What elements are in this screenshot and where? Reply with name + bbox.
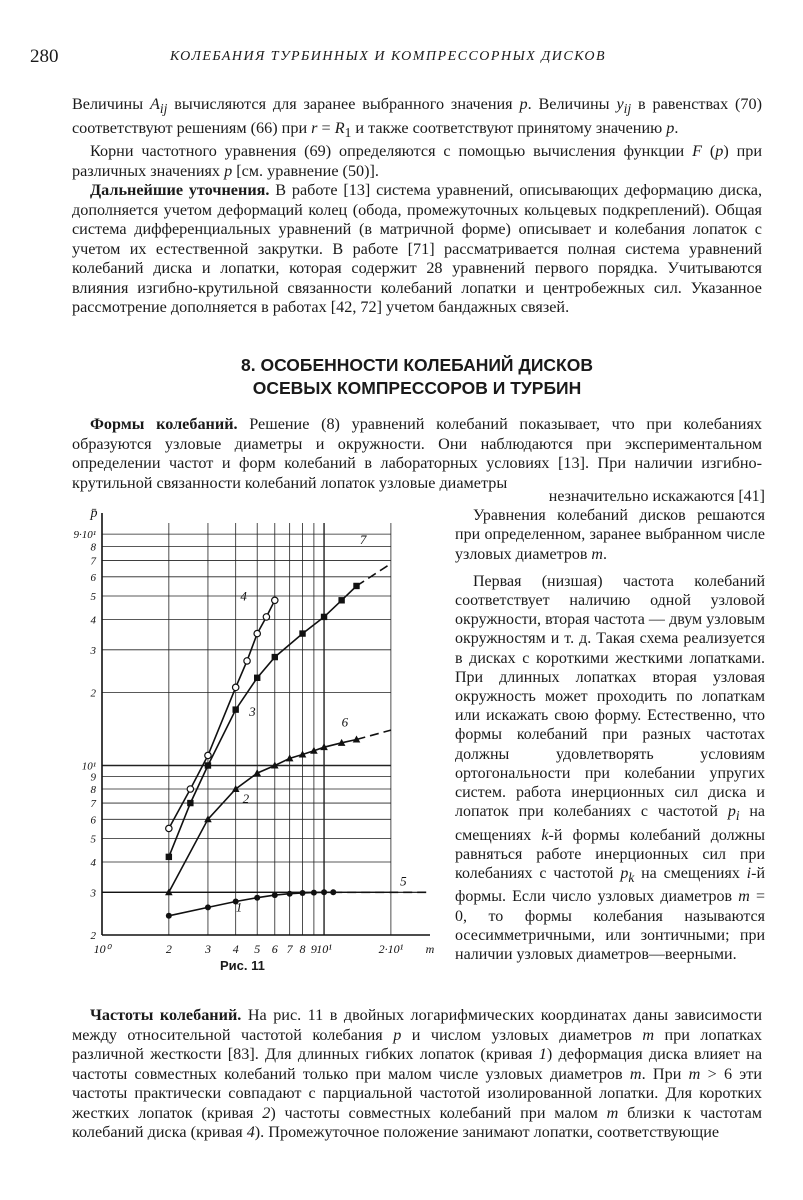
y-tick-label: 6 [90, 814, 96, 827]
col-p1: незначительно искажаются [41] [548, 488, 765, 505]
curve-label-7: 7 [359, 531, 367, 547]
series-line-3 [169, 586, 357, 857]
curve-label-6: 6 [341, 714, 349, 730]
curve-label-3: 3 [249, 704, 256, 720]
point-1 [321, 889, 327, 895]
x-tick-label: 6 [271, 942, 278, 956]
series-line-1 [169, 892, 333, 916]
running-head: КОЛЕБАНИЯ ТУРБИННЫХ И КОМПРЕССОРНЫХ ДИСКОВ [170, 49, 607, 64]
point-1 [254, 895, 260, 901]
col-p3: Первая (низшая) частота колебаний соответствует наличию одной узловой окружности, вторая частота — двум узловым окружностям и т. д. Такая схема реализуется в дисках с короткими жесткими лопатками. При длинных лопатках вторая узловая окружность может проходить по лопаткам или искажать свою форму. Естественно, что формы колебаний при разных частотах должны удовлетворять условиям ортогональности при колебании упругих систем. работа инерционных сил диска и лопаток при колебаниях с частотой $p_i$ на смещениях k-й формы колебаний должны равняться работе инерционных сил при колебаниях с частотой $p_k$ на смещениях i-й формы. Если число узловых диаметров m = 0, то формы колебания называются осесимметричными, или зонтичными; при наличии узловых диаметров—веерными. [455, 572, 766, 964]
y-tick-label: 4 [90, 857, 96, 870]
point-1 [166, 913, 172, 919]
series-line-2 [169, 740, 357, 893]
y-tick-label: 2 [90, 930, 96, 942]
curve-label-4: 4 [240, 588, 247, 604]
series-line-7 [357, 564, 391, 586]
body-text-top [72, 95, 762, 318]
y-tick-label: 10¹ [81, 760, 96, 773]
y-tick-label: 5 [90, 833, 96, 846]
x-tick-label: 10¹ [316, 942, 332, 956]
point-3 [321, 614, 327, 620]
figure-11-chart [40, 505, 440, 975]
y-tick-label: 3 [90, 887, 96, 900]
y-axis-label: p̄ [90, 506, 98, 521]
paragraph-frequencies: Частоты колебаний. На рис. 11 в двойных логарифмических координатах даны зависимости между относительной частотой колебания p и числом узловых диаметров m при лопатках различной жесткости [83]. Для длинных гибких лопаток (кривая 1) деформация диска влияет на частоты совместных колебаний только при малом числе узловых диаметров m. При m > 6 эти частоты практически совпадают с парциальной частотой изолированной лопатки. Для коротких жестких лопаток (кривая 2) частоты совместных колебаний при малом m близки к частотам колебаний диска (кривая 4). Промежуточное положение занимают лопатки, соответствующие [72, 1006, 763, 1141]
y-tick-label: 4 [90, 614, 96, 627]
curve-label-5: 5 [400, 873, 407, 889]
point-4 [205, 752, 211, 758]
y-tick-label: 2 [90, 687, 96, 700]
y-tick-label: 7 [90, 798, 96, 811]
paragraph-forms: Формы колебаний. Решение (8) уравнений колебаний показывает, что при колебаниях образуются узловые диаметры и окружности. Они наблюдаются при экспериментальном определении частот и форм колебаний в лабораторных условиях [13]. При наличии изгибно-крутильной связанности колебаний лопаток узловые диаметры [72, 415, 762, 492]
x-tick-label: 10⁰ [93, 942, 111, 956]
y-tick-label: 5 [90, 590, 96, 603]
side-column [455, 487, 765, 964]
paragraph-values: Величины $A_{ij}$ вычисляются для заранее выбранного значения p. Величины $y_{ij}$ в равенствах (70) соответствуют решениям (66) при $r = R_1$ и также соответствуют принятому значению p. [72, 95, 762, 140]
x-tick-label: 8 [299, 942, 306, 956]
paragraph-roots: Корни частотного уравнения (69) определяются с помощью вычисления функции F (p) при различных значениях p [см. уравнение (50)]. [72, 142, 763, 180]
curve-label-1: 1 [235, 899, 243, 915]
section-heading: 8. ОСОБЕННОСТИ КОЛЕБАНИЙ ДИСКОВ ОСЕВЫХ КОМПРЕССОРОВ И ТУРБИН [241, 355, 593, 398]
point-3 [232, 706, 238, 712]
x-tick-label: 7 [286, 942, 293, 956]
x-tick-label: 4 [232, 942, 239, 956]
point-4 [272, 597, 278, 603]
x-tick-label: m [425, 942, 435, 956]
page-header [30, 46, 773, 72]
series-line-6 [357, 730, 391, 739]
point-4 [244, 658, 250, 664]
figure-caption: Рис. 11 [220, 958, 265, 973]
x-tick-label: 5 [254, 942, 261, 956]
y-tick-label: 8 [90, 784, 96, 797]
x-tick-label: 2·10¹ [378, 942, 404, 956]
point-4 [263, 614, 269, 620]
point-3 [338, 597, 344, 603]
y-tick-label: 8 [90, 541, 96, 554]
y-tick-label: 9 [90, 771, 96, 784]
point-3 [272, 654, 278, 660]
x-tick-label: 9 [310, 942, 317, 956]
y-tick-label: 3 [90, 644, 96, 657]
point-3 [166, 854, 172, 860]
point-1 [205, 904, 211, 910]
point-3 [205, 762, 211, 768]
point-1 [311, 890, 317, 896]
paragraph-refinements: Дальнейшие уточнения. В работе [13] система уравнений, описывающих деформацию диска, дополняется учетом деформаций колец (обода, промежуточных кольцевых подкреплений). Общая система дифференциальных уравнений (в матричной форме) описывает и колебания лопаток с учетом их естественной закрутки. В работе [71] рассматривается полная система уравнений колебаний диска и лопатки, которая содержит 28 уравнений первого порядка. Учитываются влияния изгибно-крутильной связанности колебаний лопатки и центробежных сил. Указанное рассмотрение дополняется в работах [42, 72] учетом бандажных связей. [72, 181, 762, 317]
point-4 [187, 786, 193, 792]
curve-label-2: 2 [242, 791, 250, 807]
point-3 [299, 630, 305, 636]
point-4 [254, 630, 260, 636]
point-1 [287, 891, 293, 897]
col-p2: Уравнения колебаний дисков решаются при определенном, заранее выбранном числе узловых диаметров m. [455, 507, 765, 563]
y-tick-label: 7 [90, 555, 96, 568]
x-tick-label: 3 [204, 942, 211, 956]
point-4 [232, 684, 238, 690]
point-3 [254, 675, 260, 681]
point-1 [300, 890, 306, 896]
point-4 [166, 825, 172, 831]
x-tick-label: 2 [165, 942, 172, 956]
point-3 [187, 800, 193, 806]
page-number: 280 [30, 46, 59, 67]
point-1 [272, 892, 278, 898]
y-tick-label: 6 [90, 571, 96, 584]
y-tick-label: 9·10¹ [73, 529, 96, 542]
